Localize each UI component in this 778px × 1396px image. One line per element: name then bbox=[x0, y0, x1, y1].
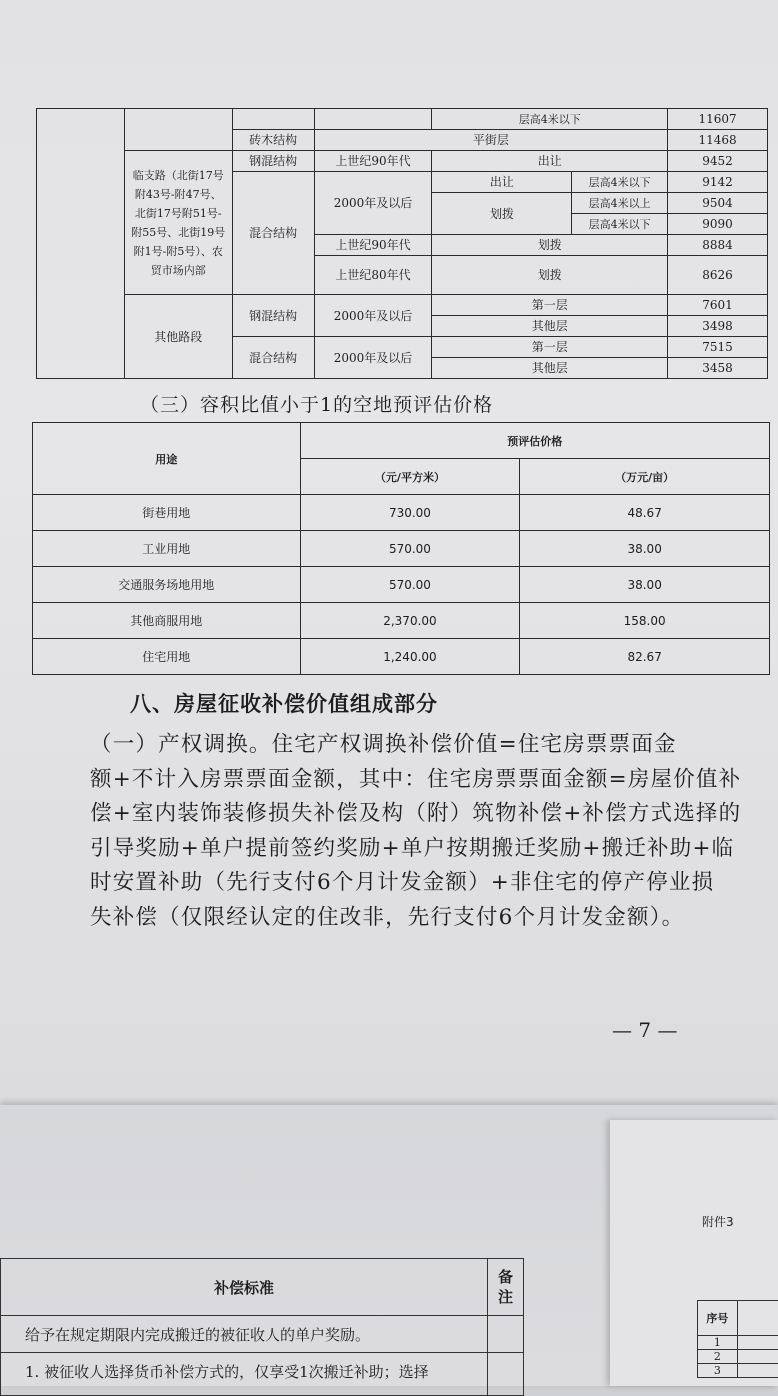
annex-table bbox=[697, 1300, 778, 1378]
cell-price: 3498 bbox=[668, 316, 768, 337]
section8-heading: 八、房屋征收补偿价值组成部分 bbox=[130, 692, 438, 716]
cell-era: 2000年及以后 bbox=[314, 295, 432, 337]
cell-note bbox=[488, 1316, 524, 1353]
blank-col bbox=[37, 109, 125, 379]
cell-era: 上世纪80年代 bbox=[314, 256, 432, 295]
blank-cell bbox=[232, 109, 314, 130]
header-note: 备注 bbox=[488, 1259, 524, 1316]
cell-desc: 层高4米以上 bbox=[572, 193, 668, 214]
table-row bbox=[33, 495, 770, 531]
cell-per-sqm: 730.00 bbox=[300, 495, 520, 531]
cell-no: 3 bbox=[698, 1364, 738, 1378]
cell-price: 11607 bbox=[668, 109, 768, 130]
paragraph-line: 失补偿（仅限经认定的住改非，先行支付6个月计发金额）。 bbox=[90, 904, 685, 930]
header-standard: 补偿标准 bbox=[1, 1259, 488, 1316]
cell-desc: 第一层 bbox=[432, 337, 668, 358]
cell-desc: 其他层 bbox=[432, 358, 668, 379]
cell-desc: 层高4米以下 bbox=[432, 109, 668, 130]
cell-price: 11468 bbox=[668, 130, 768, 151]
cell-no: 1 bbox=[698, 1336, 738, 1350]
blank-cell bbox=[314, 109, 432, 130]
annex-label: 附件3 bbox=[702, 1215, 734, 1229]
cell-price: 8884 bbox=[668, 235, 768, 256]
cell-structure: 钢混结构 bbox=[232, 151, 314, 172]
cell-per-mu: 48.67 bbox=[520, 495, 770, 531]
cell-desc: 划拨 bbox=[432, 256, 668, 295]
table-row bbox=[33, 639, 770, 675]
cell-price: 3458 bbox=[668, 358, 768, 379]
cell-per-sqm: 570.00 bbox=[300, 531, 520, 567]
paragraph-line: 偿+室内装饰装修损失补偿及构（附）筑物补偿+补偿方式选择的 bbox=[90, 801, 742, 826]
cell-per-mu: 38.00 bbox=[520, 567, 770, 603]
paragraph-line: 引导奖励+单户提前签约奖励+单户按期搬迁奖励+搬迁补助+临 bbox=[90, 835, 735, 861]
house-price-table bbox=[36, 108, 768, 379]
cell-structure: 钢混结构 bbox=[232, 295, 314, 337]
cell-price: 7515 bbox=[668, 337, 768, 358]
paragraph-line: 时安置补助（先行支付6个月计发金额）+非住宅的停产停业损 bbox=[90, 870, 715, 895]
header-use: 用途 bbox=[33, 423, 301, 495]
cell-era: 上世纪90年代 bbox=[314, 235, 432, 256]
cell-desc: 平街层 bbox=[314, 130, 667, 151]
header-unit-mu: （万元/亩） bbox=[520, 459, 770, 495]
cell-era: 2000年及以后 bbox=[314, 172, 432, 235]
cell-price: 9090 bbox=[668, 214, 768, 235]
cell-per-sqm: 2,370.00 bbox=[300, 603, 520, 639]
blank-road-cell bbox=[124, 109, 232, 151]
cell-era: 上世纪90年代 bbox=[314, 151, 432, 172]
cell-per-mu: 158.00 bbox=[520, 603, 770, 639]
cell-price: 9142 bbox=[668, 172, 768, 193]
cell-use: 住宅用地 bbox=[33, 639, 301, 675]
cell-per-mu: 38.00 bbox=[520, 531, 770, 567]
cell-per-sqm: 570.00 bbox=[300, 567, 520, 603]
cell-desc: 层高4米以下 bbox=[572, 172, 668, 193]
cell-road-linzhi: 临支路（北街17号附43号-附47号、北街17号附51号-附55号、北街19号附1号-附5号）、农贸市场内部 bbox=[124, 151, 232, 295]
blank-cell bbox=[737, 1301, 778, 1336]
cell-desc: 层高4米以下 bbox=[572, 214, 668, 235]
blank-cell bbox=[737, 1336, 778, 1350]
cell-use: 交通服务场地用地 bbox=[33, 567, 301, 603]
vacant-land-price-table bbox=[32, 422, 770, 675]
blank-cell bbox=[737, 1364, 778, 1378]
cell-desc: 划拨 bbox=[432, 235, 668, 256]
cell-use: 其他商服用地 bbox=[33, 603, 301, 639]
header-no: 序号 bbox=[698, 1301, 738, 1336]
cell-type: 出让 bbox=[432, 172, 572, 193]
cell-use: 工业用地 bbox=[33, 531, 301, 567]
cell-type: 划拨 bbox=[432, 193, 572, 235]
cell-standard: 给予在规定期限内完成搬迁的被征收人的单户奖励。 bbox=[1, 1316, 488, 1353]
table-row bbox=[33, 567, 770, 603]
cell-price: 7601 bbox=[668, 295, 768, 316]
paragraph-line: 额+不计入房票票面金额，其中：住宅房票票面金额=房屋价值补 bbox=[90, 766, 742, 792]
cell-use: 街巷用地 bbox=[33, 495, 301, 531]
table-row bbox=[33, 603, 770, 639]
cell-desc: 第一层 bbox=[432, 295, 668, 316]
cell-no: 2 bbox=[698, 1350, 738, 1364]
compensation-standard-table bbox=[0, 1258, 524, 1396]
header-price: 预评估价格 bbox=[300, 423, 769, 459]
table-row bbox=[33, 531, 770, 567]
cell-structure: 混合结构 bbox=[232, 337, 314, 379]
body-paragraph bbox=[90, 728, 742, 935]
section3-title: （三）容积比值小于1的空地预评估价格 bbox=[140, 394, 494, 416]
header-unit-sqm: （元/平方米） bbox=[300, 459, 520, 495]
cell-structure: 砖木结构 bbox=[232, 130, 314, 151]
cell-per-sqm: 1,240.00 bbox=[300, 639, 520, 675]
cell-price: 8626 bbox=[668, 256, 768, 295]
cell-structure-mixed: 混合结构 bbox=[232, 172, 314, 295]
cell-desc: 其他层 bbox=[432, 316, 668, 337]
cell-desc: 出让 bbox=[432, 151, 668, 172]
cell-era: 2000年及以后 bbox=[314, 337, 432, 379]
cell-price: 9452 bbox=[668, 151, 768, 172]
paragraph-line: （一）产权调换。住宅产权调换补偿价值=住宅房票票面金 bbox=[90, 732, 677, 757]
cell-per-mu: 82.67 bbox=[520, 639, 770, 675]
blank-cell bbox=[737, 1350, 778, 1364]
cell-note bbox=[488, 1353, 524, 1396]
cell-standard: 1. 被征收人选择货币补偿方式的，仅享受1次搬迁补助；选择 bbox=[1, 1353, 488, 1396]
cell-road-other: 其他路段 bbox=[124, 295, 232, 379]
cell-price: 9504 bbox=[668, 193, 768, 214]
page-number: — 7 — bbox=[612, 1018, 678, 1042]
